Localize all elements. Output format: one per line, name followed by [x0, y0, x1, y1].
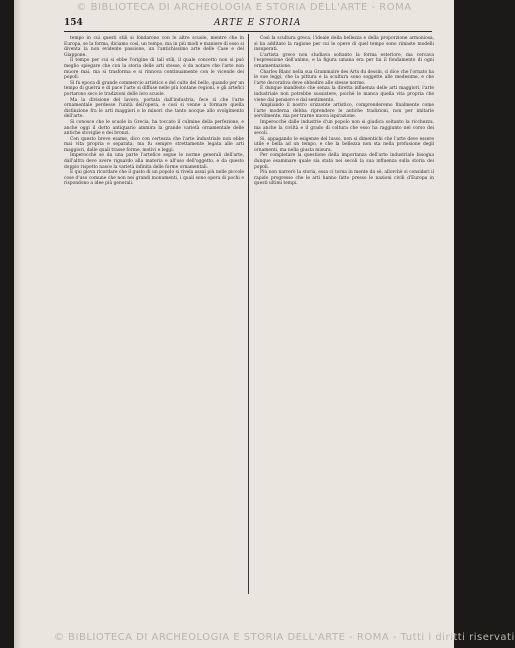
paragraph: Con questo breve esame, dico con certezza che l'arte industriale non ebbe mai vita propria e separata, ma fu sempre strettamente legata alle arti maggiori, dalle quali trasse forme, motivi e leggi.: [64, 136, 244, 153]
paragraph: Si conosce che le scuole in Grecia, ha toccato il culmine della perfezione, e anche oggi il dotto antiquario ammira la grande varietà ornamentale delle antiche stoviglie e dei bronzi.: [64, 119, 244, 137]
watermark-bottom: © BIBLIOTECA DI ARCHEOLOGIA E STORIA DELL'ARTE - ROMA - Tutti i diritti riservati: [54, 632, 515, 643]
paragraph: Imperocchè dalle industrie d'un popolo non si giudica soltanto la ricchezza, ma anche la civiltà e il grado di coltura che esso ha raggiunto nel corso dei secoli.: [254, 119, 434, 137]
column-divider: [248, 34, 249, 594]
paragraph: Charles Blanc nella sua Grammaire des Arts du dessin, ci dice che l'ornato ha le sue leggi, che la pittura e la scultura sono soggette alle medesime, e che l'arte decorativa deve obbedire alle stesse norme.: [254, 69, 434, 86]
paragraph: Così la scultura greca, l'ideale della bellezza e della proporzione armoniosa, si ha additato la ragione per cui le opere di quel tempo sono rimaste modelli insuperati.: [254, 36, 434, 53]
binding-shadow: [14, 0, 22, 648]
paragraph: Il tempo per cui si ebbe l'origine di tali stili, il quale concetto non si può meglio spiegare che con la storia delle arti stesse, è da notare che l'arte non muore mai, ma si trasforma e si rinnova continuamente con le vicende dei popoli.: [64, 58, 244, 81]
paragraph: L'artista greco non studiava soltanto la forma esteriore, ma cercava l'espressione dell'animo, e la figura umana era per lui il fondamento di ogni ornamentazione.: [254, 52, 434, 69]
paragraph: Si fu epoca di grande commercio artistico e del culto del bello, quando per un tempo di guerra e di pace l'arte si diffuse nelle più lontane regioni, e gli artefici portarono seco le tradizioni delle loro scuole.: [64, 80, 244, 97]
paragraph: Più non narrerò la storia, essa ci torna in mente da sè, allorchè si consideri il rapido progresso che le arti hanno fatto presso le nazioni civili d'Europa in questi ultimi tempi.: [254, 170, 434, 187]
paragraph: Imperocchè se da una parte l'artefice segue le norme generali dell'arte, dall'altra deve avere riguardo alla materia e all'uso dell'oggetto, e da questo doppio rispetto nasce la varietà infinita delle forme ornamentali.: [64, 153, 244, 170]
paragraph: tempo in cui questi stili si fondarono con le altre scuole, mentre che in Europa, se la forma, diciamo così, un tempo, ma in più modi e maniere di esso si diventa la non evidente passione, un l'antichissimo arte delle Case e del Giappone.: [64, 36, 244, 58]
page-header: [64, 16, 432, 30]
scanned-page: [14, 0, 515, 648]
paragraph: Ma la divisione del lavoro, portata dall'industria, fece sì che l'arte ornamentale perdesse l'unità dell'opera, e così si venne a formare quella distinzione fra le arti maggiori e le minori che tanto nocque allo svolgimento dell'arte.: [64, 97, 244, 120]
paragraph: Per completare la questione della importanza dell'arte industriale bisogna dunque esaminare quale sia stata nei secoli la sua influenza sulla storia dei popoli.: [254, 153, 434, 170]
paragraph: E qui giova ricordare che il gusto di un popolo si rivela assai più nelle piccole cose d'uso comune che non nei grandi monumenti, i quali sono opera di pochi e rispondono a idee più generali.: [64, 170, 244, 187]
paragraph: E dunque manifesto che senza la diretta influenza delle arti maggiori, l'arte industriale non potrebbe sussistere, poichè le manca quella vita propria che viene dal pensiero e dal sentimento.: [254, 86, 434, 103]
watermark-top: © BIBLIOTECA DI ARCHEOLOGIA E STORIA DELL'ARTE - ROMA: [76, 2, 412, 13]
page-number: 154: [64, 18, 83, 28]
right-column: [254, 36, 434, 596]
left-column: [64, 36, 244, 596]
paragraph: Si, appagando le esigenze del lusso, non si dimentichi che l'arte deve essere utile e bella ad un tempo, e che la bellezza non sta nella profusione degli ornamenti, ma nella giusta misura.: [254, 136, 434, 153]
running-title: ARTE E STORIA: [214, 18, 302, 28]
header-rule: [64, 31, 432, 32]
paragraph: Ampliando il nostro orizzonte artistico, comprenderemo finalmente come l'arte moderna debba riprendere le antiche tradizioni, non per imitarle servilmente, ma per trarne nuova ispirazione.: [254, 103, 434, 120]
